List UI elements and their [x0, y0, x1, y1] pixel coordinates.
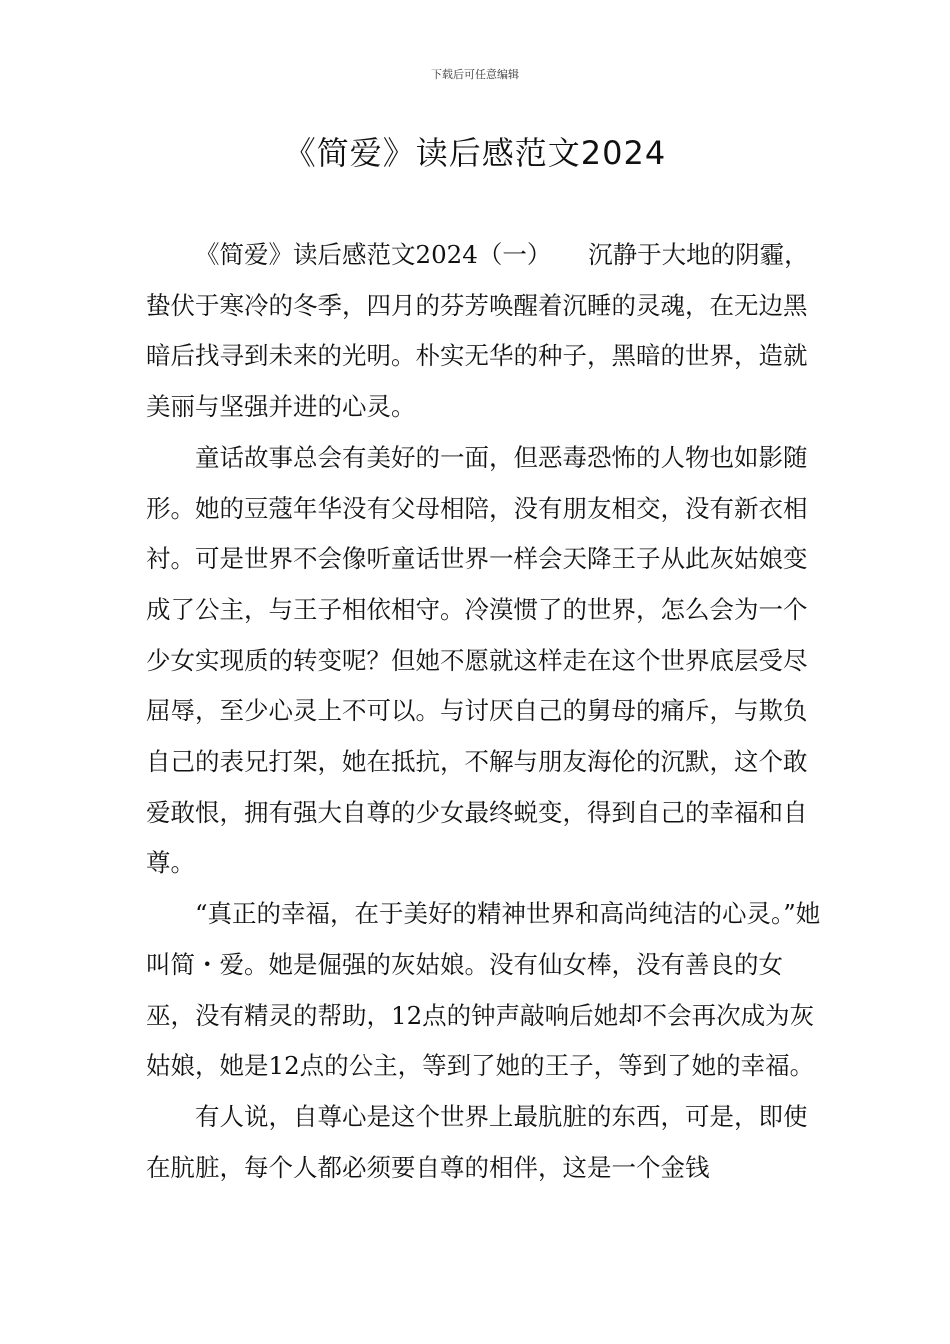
header-note: 下载后可任意编辑 — [431, 68, 519, 81]
paragraph: 《简爱》读后感范文2024（一） 沉静于大地的阴霾，蛰伏于寒冷的冬季，四月的芬芳唤醒着沉睡的灵魂，在无边黑暗后找寻到未来的光明。朴实无华的种子，黑暗的世界，造就美丽与坚强并进的心灵。 — [146, 240, 809, 422]
document-title: 《简爱》读后感范文2024 — [283, 134, 667, 172]
document-body — [146, 230, 826, 1193]
paragraph: 有人说，自尊心是这个世界上最肮脏的东西，可是，即使在肮脏，每个人都必须要自尊的相伴，这是一个金钱 — [146, 1101, 808, 1182]
paragraph: 童话故事总会有美好的一面，但恶毒恐怖的人物也如影随形。她的豆蔻年华没有父母相陪，没有朋友相交，没有新衣相衬。可是世界不会像听童话世界一样会天降王子从此灰姑娘变成了公主，与王子相依相守。冷漠惯了的世界，怎么会为一个少女实现质的转变呢？但她不愿就这样走在这个世界底层受尽屈辱，至少心灵上不可以。与讨厌自己的舅母的痛斥，与欺负自己的表兄打架，她在抵抗，不解与朋友海伦的沉默，这个敢爱敢恨，拥有强大自尊的少女最终蜕变，得到自己的幸福和自尊。 — [146, 442, 808, 878]
paragraph: “真正的幸福，在于美好的精神世界和高尚纯洁的心灵。”她叫简・爱。她是倔强的灰姑娘。没有仙女棒，没有善良的女巫，没有精灵的帮助，12点的钟声敲响后她却不会再次成为灰姑娘，她是12点的公主，等到了她的王子，等到了她的幸福。 — [146, 899, 821, 1081]
